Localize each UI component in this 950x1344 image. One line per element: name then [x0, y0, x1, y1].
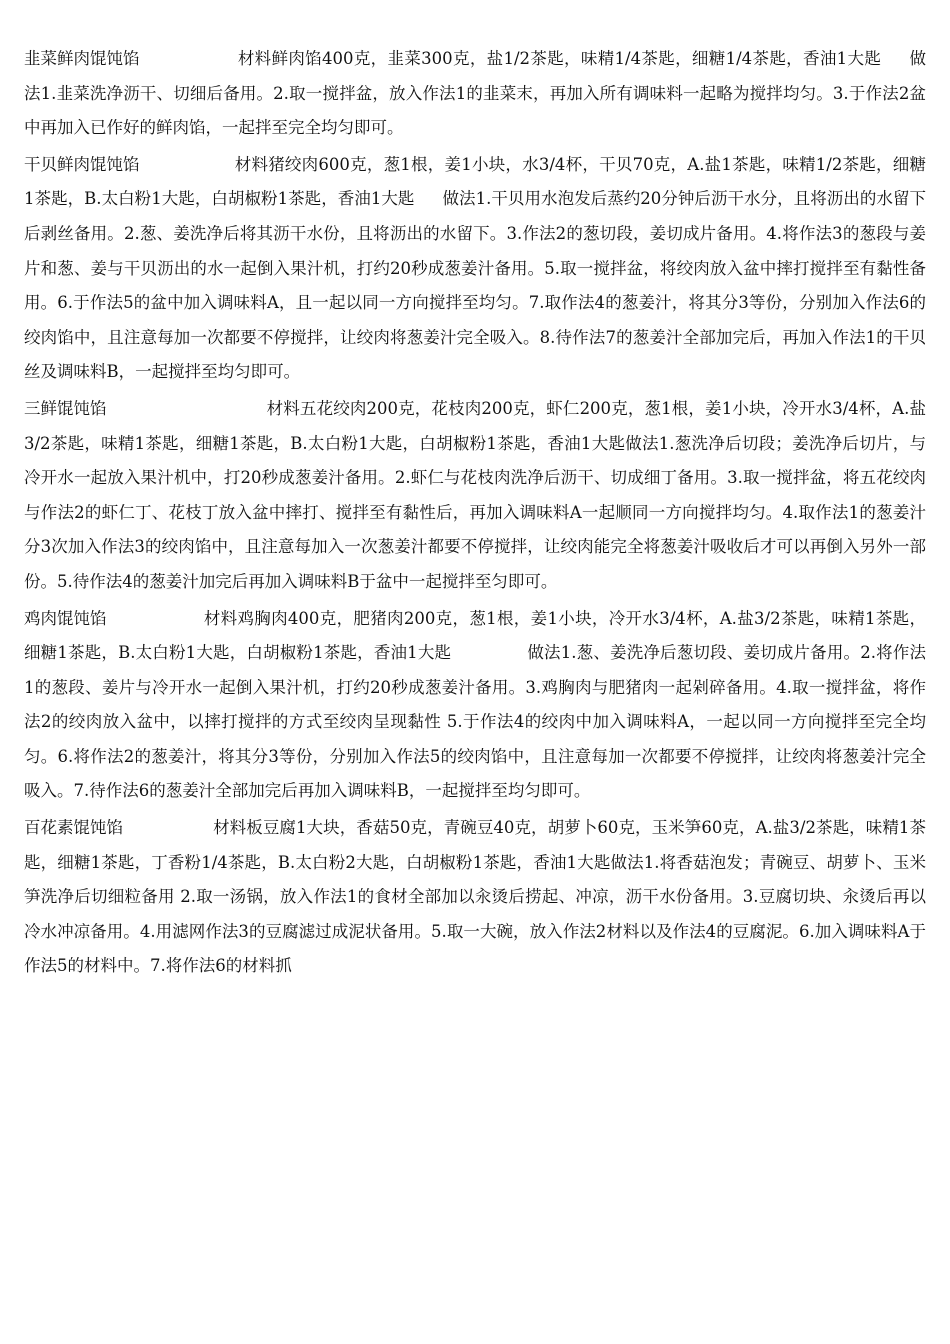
- recipe-three-fresh: [24, 392, 926, 600]
- recipe-title: 干贝鲜肉馄饨馅: [24, 154, 140, 174]
- recipe-scallop-pork: [24, 148, 926, 390]
- recipe-method: 做法1.将香菇泡发；青碗豆、胡萝卜、玉米笋洗净后切细粒备用 2.取一汤锅，放入作法1的食材全部加以汆烫后捞起、冲凉，沥干水份备用。3.豆腐切块、汆烫后再以冷水冲凉备用。4.用滤网作法3的豆腐滤过成泥状备用。5.取一大碗，放入作法2材料以及作法4的豆腐泥。6.加入调味料A于作法5的材料中。7.将作法6的材料抓: [24, 852, 926, 976]
- recipe-materials: 材料鲜肉馅400克，韭菜300克，盐1/2茶匙，味精1/4茶匙，细糖1/4茶匙，香油1大匙: [237, 49, 882, 68]
- recipe-materials: 材料猪绞肉600克，葱1根，姜1小块，水3/4杯，干贝70克，A.盐1茶匙，味精1/2茶匙，细糖1茶匙，B.太白粉1大匙，白胡椒粉1茶匙，香油1大匙: [24, 154, 926, 209]
- recipe-method: 做法1.韭菜洗净沥干、切细后备用。2.取一搅拌盆，放入作法1的韭菜末，再加入所有调味料一起略为搅拌均匀。3.于作法2盆中再加入已作好的鲜肉馅，一起拌至完全均匀即可。: [24, 49, 927, 138]
- recipe-materials: 材料五花绞肉200克，花枝肉200克，虾仁200克，葱1根，姜1小块，冷开水3/4杯，A.盐3/2茶匙，味精1茶匙，细糖1茶匙，B.太白粉1大匙，白胡椒粉1茶匙，香油1大匙: [24, 398, 926, 453]
- recipe-title: 百花素馄饨馅: [24, 818, 123, 838]
- recipe-leek-pork: [24, 42, 926, 146]
- recipe-title: 三鲜馄饨馅: [24, 398, 107, 418]
- recipe-method: 做法1.葱、姜洗净后葱切段、姜切成片备用。2.将作法1的葱段、姜片与冷开水一起倒入果汁机，打约20秒成葱姜汁备用。3.鸡胸肉与肥猪肉一起剁碎备用。4.取一搅拌盆，将作法2的绞肉放入盆中，以摔打搅拌的方式至绞肉呈现黏性 5.于作法4的绞肉中加入调味料A，一起以同一方向搅拌至完全均匀。6.将作法2的葱姜汁，将其分3等份，分别加入作法5的绞肉馅中，且注意每加一次都要不停搅拌，让绞肉将葱姜汁完全吸入。7.待作法6的葱姜汁全部加完后再加入调味料B，一起搅拌至均匀即可。: [24, 643, 926, 801]
- recipe-vegetarian: [24, 811, 926, 984]
- recipe-materials: 材料鸡胸肉400克，肥猪肉200克，葱1根，姜1小块，冷开水3/4杯，A.盐3/2茶匙，味精1茶匙，细糖1茶匙，B.太白粉1大匙，白胡椒粉1茶匙，香油1大匙: [24, 608, 926, 663]
- recipe-title: 韭菜鲜肉馄饨馅: [24, 49, 140, 68]
- recipe-chicken: [24, 602, 926, 810]
- document-page: [24, 42, 926, 986]
- recipe-method: 做法1.干贝用水泡发后蒸约20分钟后沥干水分，且将沥出的水留下后剥丝备用。2.葱、姜洗净后将其沥干水份，且将沥出的水留下。3.作法2的葱切段，姜切成片备用。4.将作法3的葱段与姜片和葱、姜与干贝沥出的水一起倒入果汁机，打约20秒成葱姜汁备用。5.取一搅拌盆，将绞肉放入盆中摔打搅拌至有黏性备用。6.于作法5的盆中加入调味料A，且一起以同一方向搅拌至均匀。7.取作法4的葱姜汁，将其分3等份，分别加入作法6的绞肉馅中，且注意每加一次都要不停搅拌，让绞肉将葱姜汁完全吸入。8.待作法7的葱姜汁全部加完后，再加入作法1的干贝丝及调味料B，一起搅拌至均匀即可。: [24, 189, 926, 382]
- recipe-title: 鸡肉馄饨馅: [24, 608, 107, 628]
- recipe-materials: 材料板豆腐1大块，香菇50克，青碗豆40克，胡萝卜60克，玉米笋60克，A.盐3/2茶匙，味精1茶匙，细糖1茶匙，丁香粉1/4茶匙，B.太白粉2大匙，白胡椒粉1茶匙，香油1大匙: [24, 818, 926, 872]
- recipe-method: 做法1.葱洗净后切段；姜洗净后切片，与冷开水一起放入果汁机中，打20秒成葱姜汁备用。2.虾仁与花枝肉洗净后沥干、切成细丁备用。3.取一搅拌盆，将五花绞肉与作法2的虾仁丁、花枝丁放入盆中摔打、搅拌至有黏性后，再加入调味料A一起顺同一方向搅拌均匀。4.取作法1的葱姜汁分3次加入作法3的绞肉馅中，且注意每加入一次葱姜汁都要不停搅拌，让绞肉能完全将葱姜汁吸收后才可以再倒入另外一部份。5.待作法4的葱姜汁加完后再加入调味料B于盆中一起搅拌至匀即可。: [24, 433, 926, 591]
